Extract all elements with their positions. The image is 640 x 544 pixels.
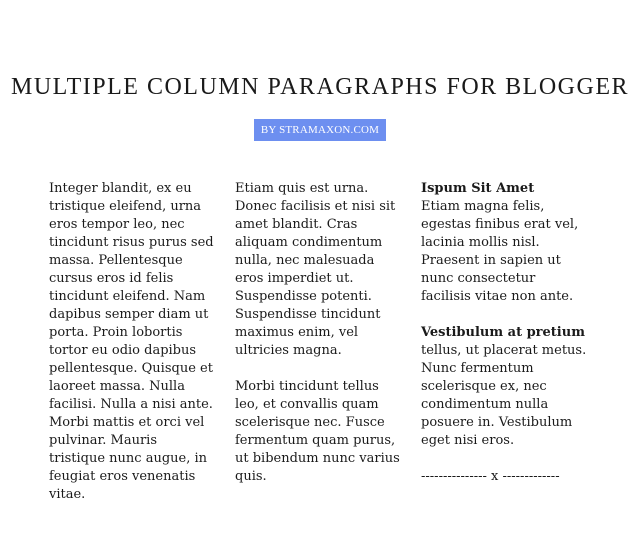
column-3-section-1 [421, 180, 589, 306]
column-2-paragraph-1: Etiam quis est urna. Donec facilisis et nisi sit amet blandit. Cras aliquam condimentum nulla, nec malesuada eros imperdiet ut. Suspendisse potenti. Suspendisse tincidunt maximus enim, vel ultricies magna. [235, 181, 396, 358]
content-columns [49, 180, 599, 504]
column-1 [49, 180, 215, 504]
column-3-section-2 [421, 324, 589, 450]
page-title: MULTIPLE COLUMN PARAGRAPHS FOR BLOGGER [11, 74, 629, 100]
column-3-heading-2: Vestibulum at pretium [421, 325, 585, 340]
section-divider: --------------- x ------------- [421, 469, 560, 484]
column-2-paragraph-2: Morbi tincidunt tellus leo, et convallis quam scelerisque nec. Fusce fermentum quam purus, ut bibendum nunc varius quis. [235, 379, 400, 484]
byline-container [0, 118, 640, 141]
column-2 [235, 180, 401, 504]
column-3 [421, 180, 589, 504]
column-3-body-1: Etiam magna felis, egestas finibus erat vel, lacinia mollis nisl. Praesent in sapien ut nunc consectetur facilisis vitae non ante. [421, 199, 579, 304]
column-3-heading-1: Ispum Sit Amet [421, 181, 535, 196]
column-1-paragraph: Integer blandit, ex eu tristique eleifend, urna eros tempor leo, nec tincidunt risus purus sed massa. Pellentesque cursus eros id felis tincidunt eleifend. Nam dapibus semper diam ut porta. Proin lobortis tortor eu odio dapibus pellentesque. Quisque et laoreet massa. Nulla facilisi. Nulla a nisi ante. Morbi mattis et orci vel pulvinar. Mauris tristique nunc augue, in feugiat eros venenatis vitae. [49, 181, 214, 502]
byline-link[interactable]: BY STRAMAXON.COM [254, 119, 386, 141]
column-3-body-2: tellus, ut placerat metus. Nunc fermentum scelerisque ex, nec condimentum nulla posuere in. Vestibulum eget nisi eros. [421, 343, 587, 448]
